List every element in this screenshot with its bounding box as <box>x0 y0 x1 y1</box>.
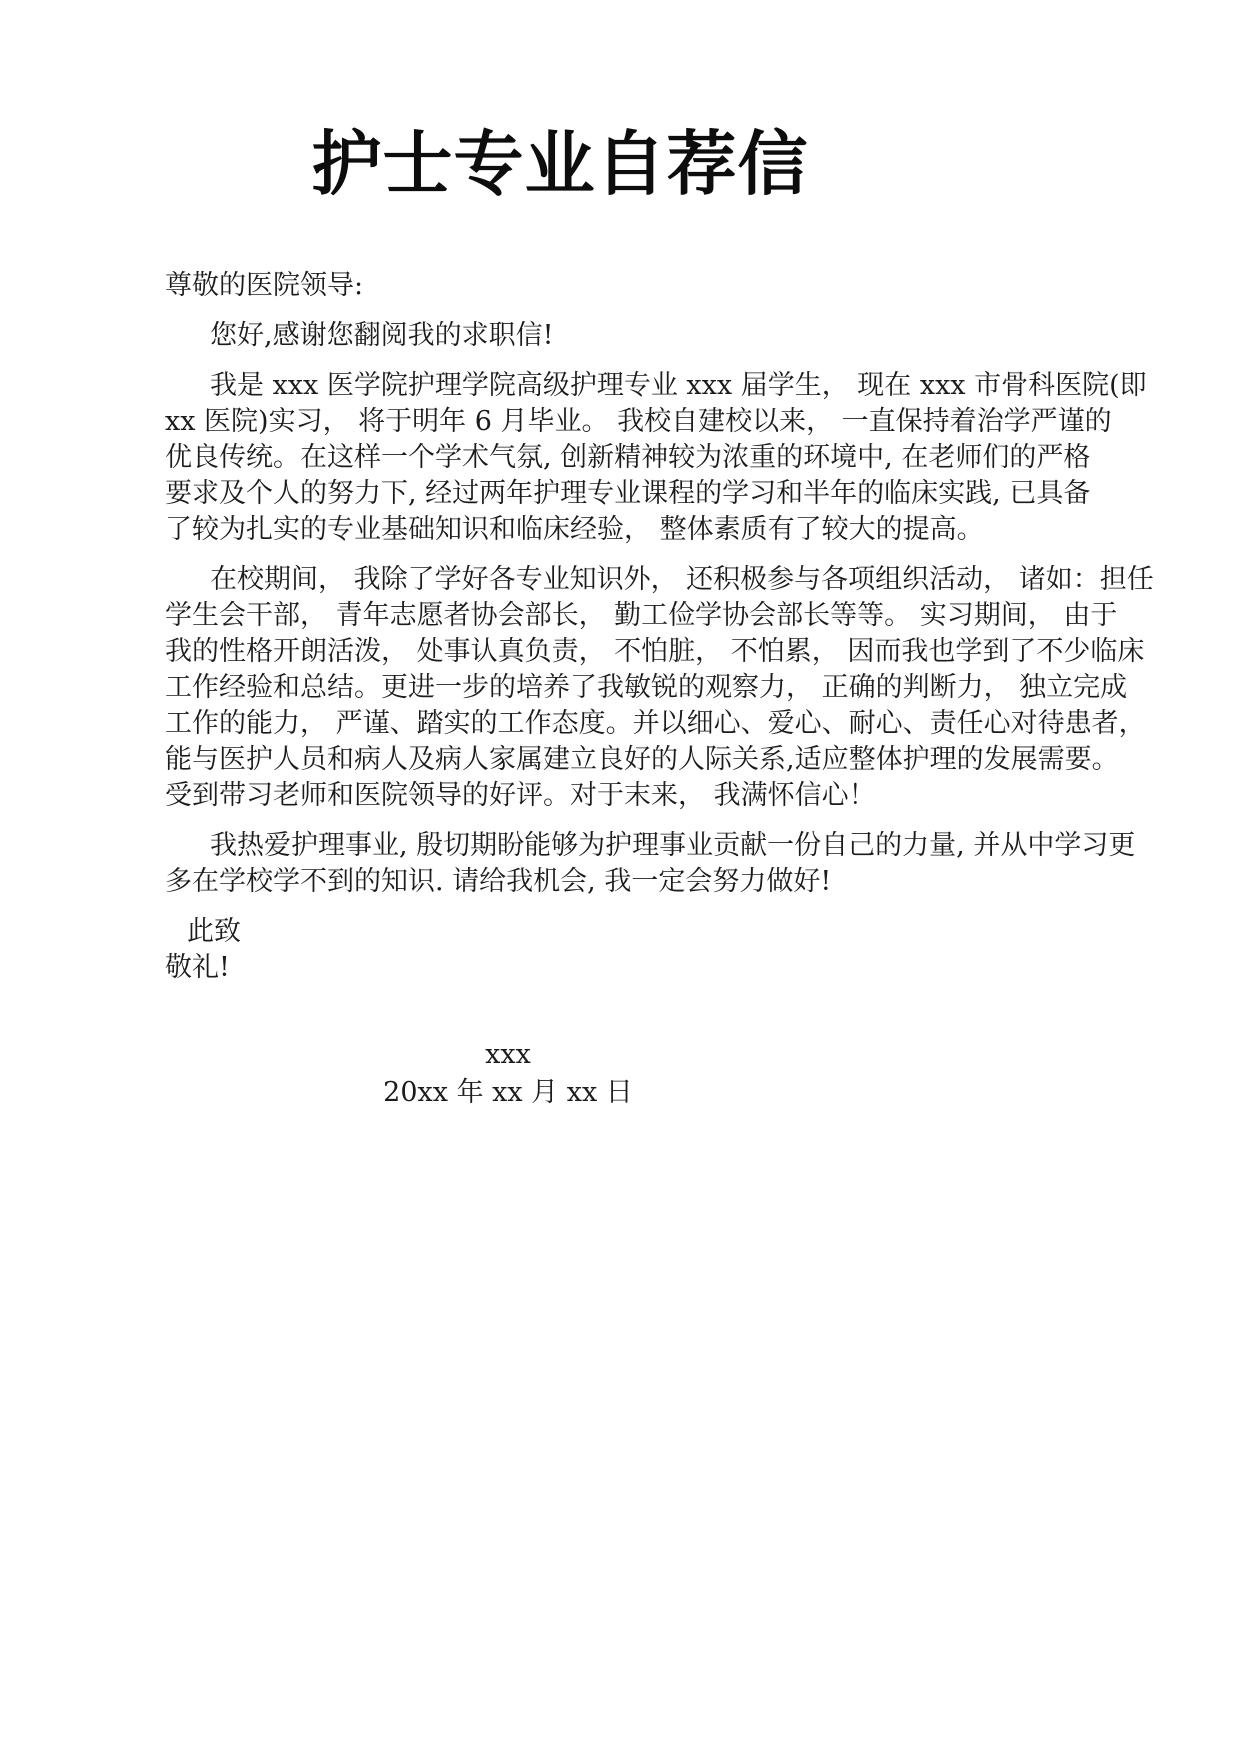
signature-date: 20xx 年 xx 月 xx 日 <box>383 1076 633 1108</box>
signature-block <box>165 1036 955 1112</box>
paragraph-line: 我是 xxx 医学院护理学院高级护理专业 xxx 届学生， 现在 xxx 市骨科医院(即 <box>210 369 1147 401</box>
paragraph-line: 工作经验和总结。更进一步的培养了我敏锐的观察力， 正确的判断力， 独立完成 <box>165 671 1128 703</box>
paragraph-line: 工作的能力， 严谨、踏实的工作态度。并以细心、爱心、耐心、责任心对待患者， <box>165 707 1146 739</box>
paragraph-2 <box>165 562 1154 814</box>
signature-name: xxx <box>485 1038 531 1070</box>
paragraph-line: 我热爱护理事业, 殷切期盼能够为护理事业贡献一份自己的力量, 并从中学习更 <box>210 829 1136 861</box>
closing-block <box>165 914 955 986</box>
paragraph-line: 受到带习老师和医院领导的好评。对于末来， 我满怀信心！ <box>165 779 876 811</box>
closing-salute: 敬礼! <box>165 951 230 983</box>
paragraph-line: 多在学校学不到的知识. 请给我机会, 我一定会努力做好! <box>165 865 832 897</box>
paragraph-line: xx 医院)实习， 将于明年 6 月毕业。 我校自建校以来， 一直保持着治学严谨的 <box>165 405 1112 437</box>
greeting-line: 您好,感谢您翻阅我的求职信! <box>210 319 554 351</box>
paragraph-line: 我的性格开朗活泼， 处事认真负责， 不怕脏， 不怕累， 因而我也学到了不少临床 <box>165 635 1145 667</box>
paragraph-line: 了较为扎实的专业基础知识和临床经验， 整体素质有了较大的提高。 <box>165 513 984 545</box>
paragraph-line: 学生会干部， 青年志愿者协会部长， 勤工俭学协会部长等等。 实习期间， 由于 <box>165 599 1118 631</box>
paragraph-1 <box>165 368 1147 548</box>
paragraph-line: 优良传统。在这样一个学术气氛, 创新精神较为浓重的环境中, 在老师们的严格 <box>165 441 1091 473</box>
paragraph-3 <box>165 828 1136 900</box>
paragraph-line: 要求及个人的努力下, 经过两年护理专业课程的学习和半年的临床实践, 已具备 <box>165 477 1091 509</box>
page-title: 护士专业自荐信 <box>311 122 809 205</box>
paragraph-line: 能与医护人员和病人及病人家属建立良好的人际关系,适应整体护理的发展需要。 <box>165 743 1119 775</box>
closing-respectfully: 此致 <box>187 915 241 947</box>
salutation: 尊敬的医院领导: <box>165 269 364 301</box>
paragraph-line: 在校期间， 我除了学好各专业知识外， 还积极参与各项组织活动， 诸如：担任 <box>210 563 1154 595</box>
